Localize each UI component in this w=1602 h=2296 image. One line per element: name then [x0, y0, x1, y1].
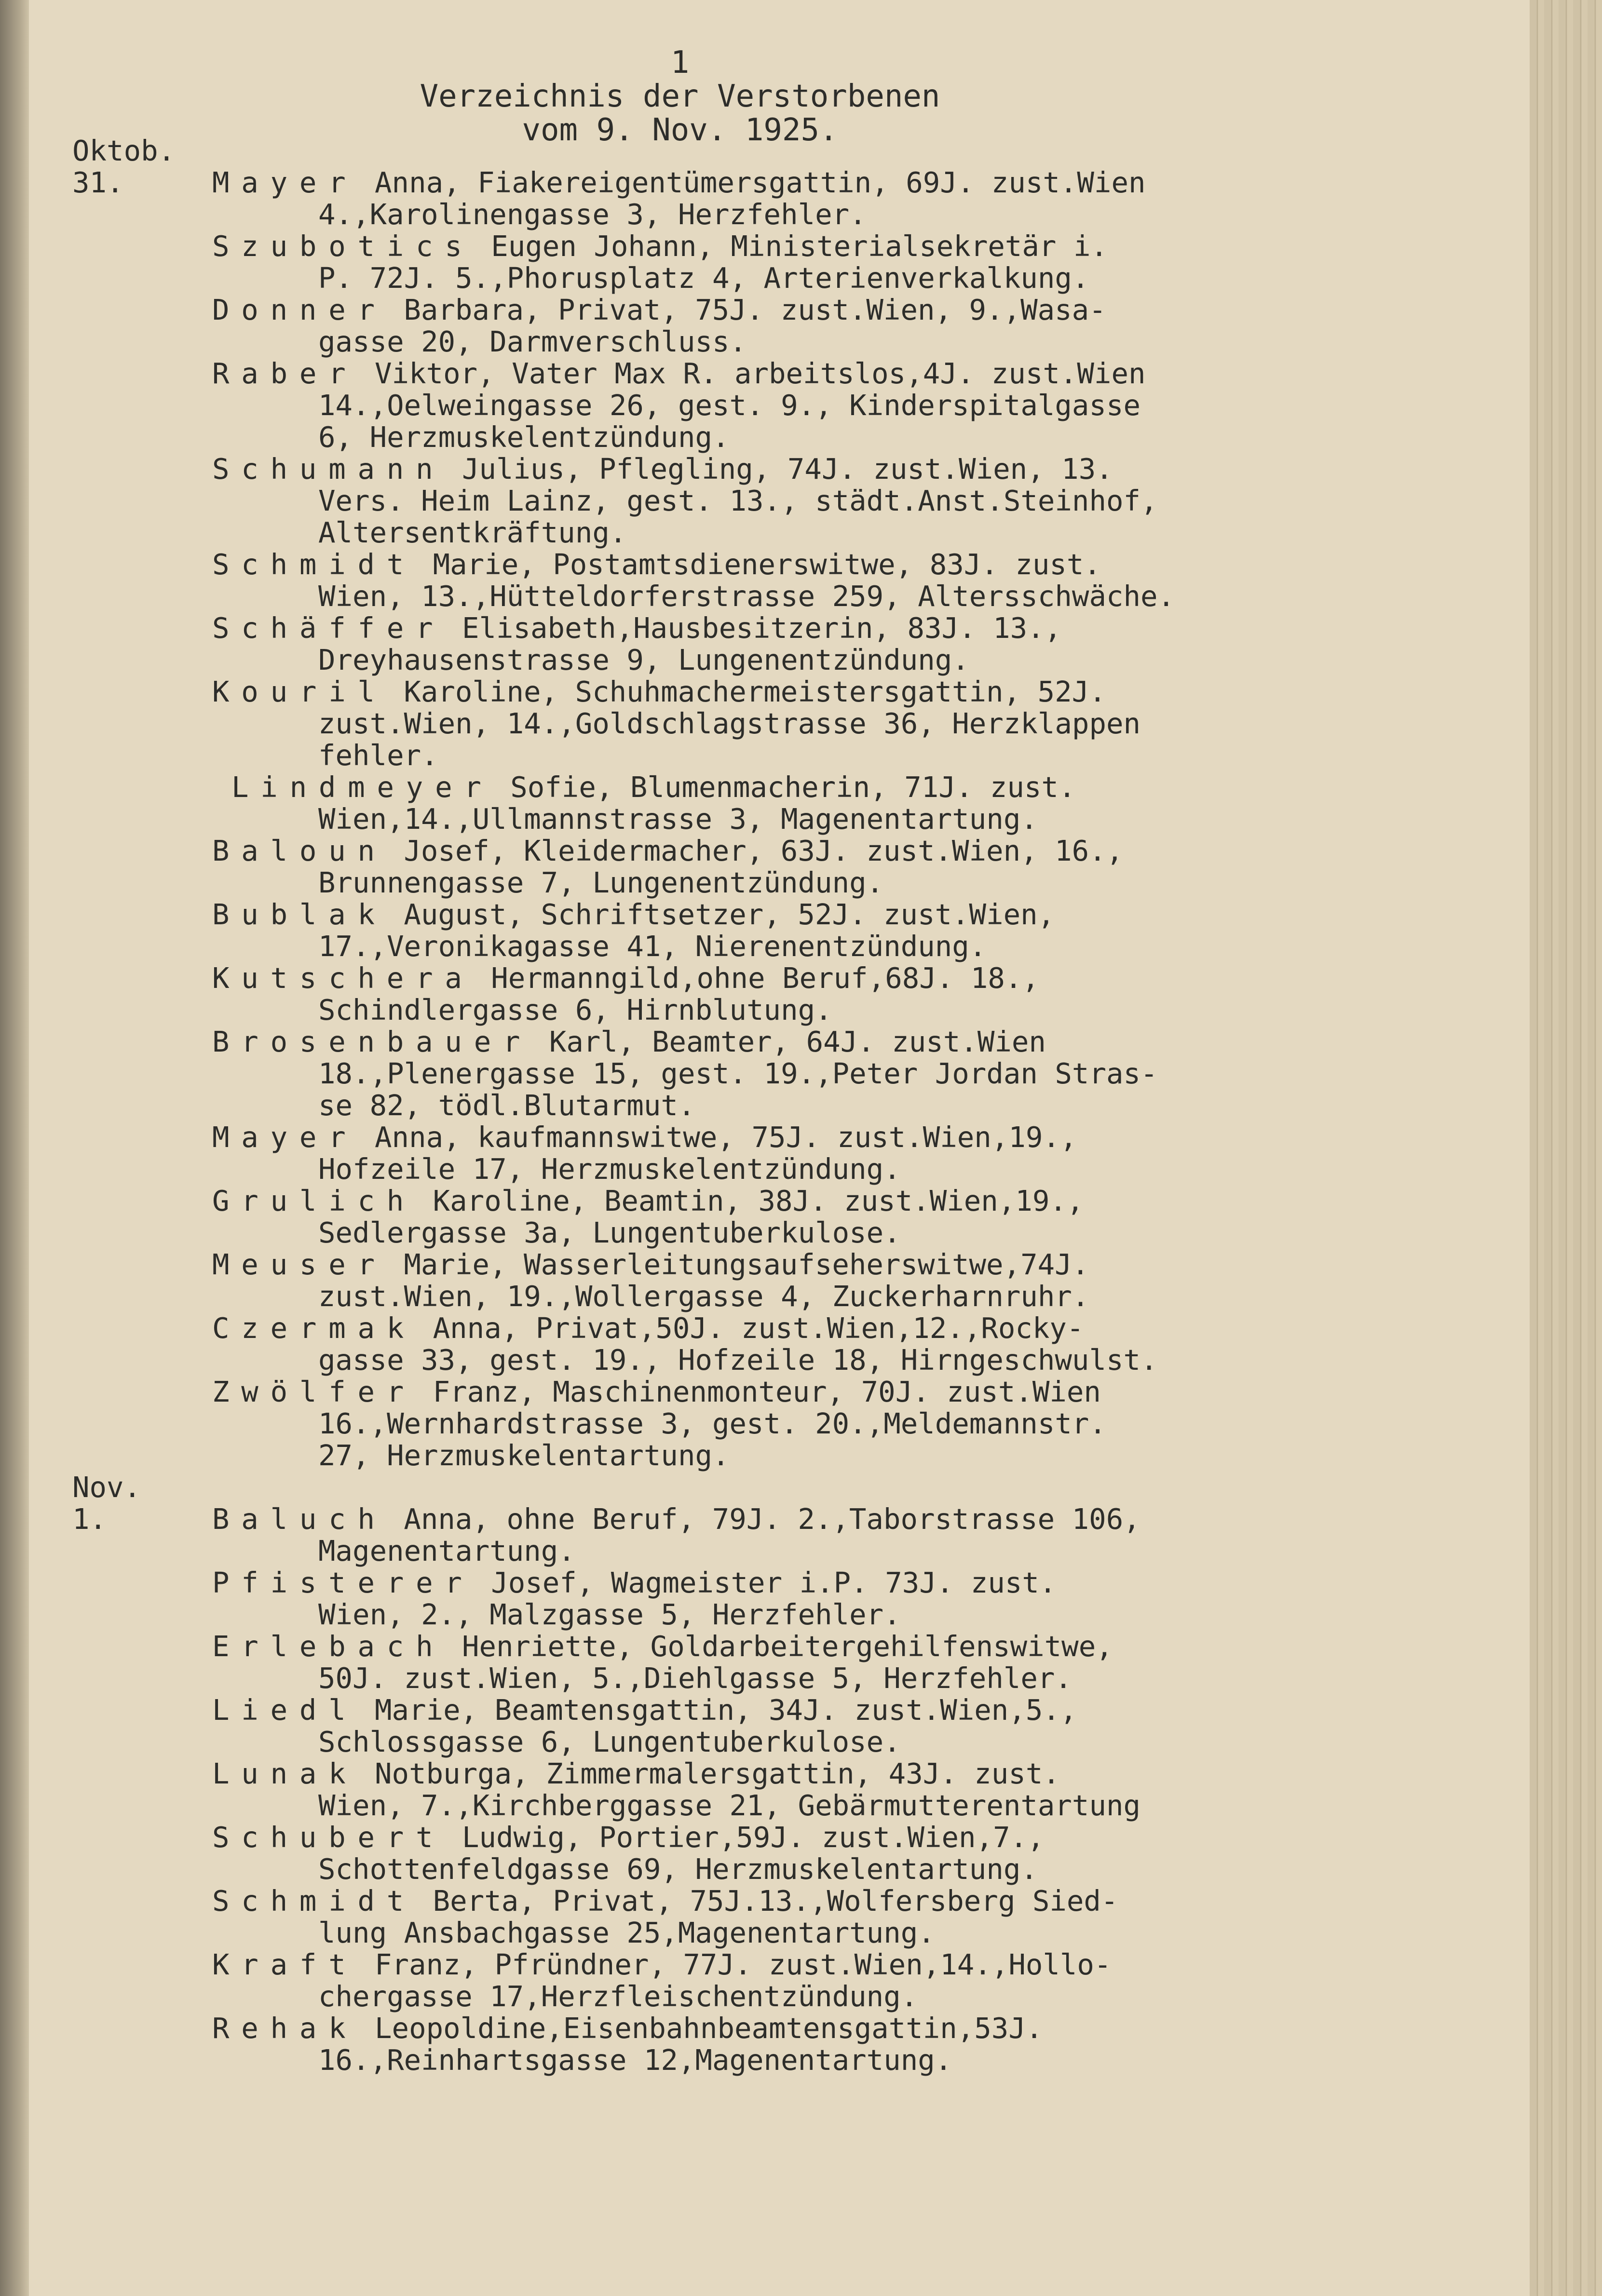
register-entry-line	[212, 1949, 1562, 1981]
month-label: Oktob.	[72, 134, 176, 167]
document-page	[29, 0, 1530, 2296]
entry-details: Josef, Wagmeister i.P. 73J. zust.	[474, 1566, 1057, 1599]
register-entry-line	[212, 1185, 1562, 1217]
surname: Liedl	[212, 1693, 358, 1727]
register-entry-line	[212, 676, 1562, 708]
surname: Schumann	[212, 452, 445, 486]
entry-continuation: Vers. Heim Lainz, gest. 13., städt.Anst.Steinhof,	[318, 484, 1158, 517]
entry-details: Anna, kaufmannswitwe, 75J. zust.Wien,19.,	[357, 1121, 1077, 1154]
page-header	[29, 46, 1331, 147]
entry-continuation: 16.,Reinhartsgasse 12,Magenentartung.	[318, 2043, 952, 2077]
entry-details: August, Schriftsetzer, 52J. zust.Wien,	[386, 898, 1055, 931]
register-entry-line	[212, 771, 1562, 803]
entry-continuation: Wien, 2., Malzgasse 5, Herzfehler.	[318, 1598, 901, 1631]
register-entry-line	[212, 1758, 1562, 1790]
surname: Mayer	[212, 166, 358, 199]
register-entry-line	[212, 453, 1562, 485]
surname: Schäffer	[212, 611, 445, 645]
entry-continuation: 6, Herzmuskelentzündung.	[318, 420, 730, 454]
register-entry-line	[212, 1822, 1562, 1853]
entry-details: Hermanngild,ohne Beruf,68J. 18.,	[474, 961, 1039, 995]
entry-continuation: fehler.	[318, 739, 438, 772]
entry-details: Berta, Privat, 75J.13.,Wolfersberg Sied-	[416, 1884, 1118, 1918]
month-row	[72, 1471, 1562, 1504]
surname: Kutschera	[212, 961, 474, 995]
entry-continuation: se 82, tödl.Blutarmut.	[318, 1089, 695, 1122]
entry-details: Viktor, Vater Max R. arbeitslos,4J. zust.Wien	[357, 357, 1146, 390]
entry-details: Ludwig, Portier,59J. zust.Wien,7.,	[445, 1821, 1045, 1854]
surname: Brosenbauer	[212, 1025, 532, 1058]
entry-continuation: P. 72J. 5.,Phorusplatz 4, Arterienverkalkung.	[318, 261, 1089, 295]
register-entry-line	[212, 1567, 1562, 1599]
entry-continuation: Schindlergasse 6, Hirnblutung.	[318, 993, 832, 1026]
surname: Meuser	[212, 1248, 387, 1281]
entry-details: Sofie, Blumenmacherin, 71J. zust.	[493, 770, 1076, 804]
entry-details: Julius, Pflegling, 74J. zust.Wien, 13.	[445, 452, 1113, 486]
surname: Grulich	[212, 1184, 416, 1217]
register-entry-line	[212, 1249, 1562, 1281]
surname: Lindmeyer	[231, 770, 493, 804]
surname: Pfisterer	[212, 1566, 474, 1599]
entry-continuation: chergasse 17,Herzfleischentzündung.	[318, 1980, 918, 2013]
entry-details: Notburga, Zimmermalersgattin, 43J. zust.	[357, 1757, 1060, 1790]
surname: Schubert	[212, 1821, 445, 1854]
entry-continuation: gasse 20, Darmverschluss.	[318, 325, 747, 358]
register-entry-line	[212, 358, 1562, 390]
surname: Lunak	[212, 1757, 358, 1790]
entry-details: Elisabeth,Hausbesitzerin, 83J. 13.,	[445, 611, 1062, 645]
entry-continuation: Magenentartung.	[318, 1534, 575, 1567]
entry-continuation: zust.Wien, 14.,Goldschlagstrasse 36, Herzklappen	[318, 707, 1141, 740]
entry-continuation: Wien, 13.,Hütteldorferstrasse 259, Altersschwäche.	[318, 580, 1175, 613]
entry-continuation: Hofzeile 17, Herzmuskelentzündung.	[318, 1152, 901, 1186]
entry-continuation: 27, Herzmuskelentartung.	[318, 1439, 730, 1472]
entry-details: Anna, Fiakereigentümersgattin, 69J. zust.Wien	[357, 166, 1146, 199]
day-number: 1.	[72, 1502, 107, 1536]
entry-continuation: Wien, 7.,Kirchberggasse 21, Gebärmutterentartung	[318, 1789, 1141, 1822]
register-entry-line	[212, 1694, 1562, 1726]
register-entry-line	[212, 612, 1562, 644]
entry-continuation: gasse 33, gest. 19., Hofzeile 18, Hirngeschwulst.	[318, 1343, 1158, 1377]
entry-details: Karoline, Beamtin, 38J. zust.Wien,19.,	[416, 1184, 1084, 1217]
entry-continuation: 4.,Karolinengasse 3, Herzfehler.	[318, 198, 867, 231]
death-register-list	[72, 134, 1562, 2077]
entry-continuation: Dreyhausenstrasse 9, Lungenentzündung.	[318, 643, 969, 676]
register-entry-line	[212, 835, 1562, 867]
page-stack-edge	[1530, 0, 1602, 2296]
entry-continuation: Schlossgasse 6, Lungentuberkulose.	[318, 1725, 901, 1758]
entry-continuation: 18.,Plenergasse 15, gest. 19.,Peter Jordan Stras-	[318, 1057, 1158, 1090]
register-entry-line	[212, 549, 1562, 581]
register-entry-line	[212, 2012, 1562, 2044]
entry-details: Karl, Beamter, 64J. zust.Wien	[532, 1025, 1046, 1058]
register-entry-line	[212, 962, 1562, 994]
entry-continuation: Wien,14.,Ullmannstrasse 3, Magenentartung.	[318, 802, 1038, 836]
register-entry-line	[72, 1502, 1562, 1536]
entry-details: Barbara, Privat, 75J. zust.Wien, 9.,Wasa-	[386, 293, 1106, 326]
register-entry-line	[72, 166, 1562, 199]
register-entry-line	[212, 1376, 1562, 1408]
surname: Donner	[212, 293, 387, 326]
register-entry-line	[212, 1312, 1562, 1344]
register-entry-line	[212, 230, 1562, 262]
entry-details: Henriette, Goldarbeitergehilfenswitwe,	[445, 1630, 1113, 1663]
surname: Kraft	[212, 1948, 358, 1981]
entry-details: Marie, Postamtsdienerswitwe, 83J. zust.	[416, 548, 1101, 581]
entry-continuation: 17.,Veronikagasse 41, Nierenentzündung.	[318, 930, 987, 963]
register-entry-line	[212, 1885, 1562, 1917]
entry-details: Anna, ohne Beruf, 79J. 2.,Taborstrasse 106,	[386, 1502, 1140, 1536]
entry-continuation: 14.,Oelweingasse 26, gest. 9., Kinderspitalgasse	[318, 389, 1141, 422]
surname: Szubotics	[212, 230, 474, 263]
day-number: 31.	[72, 166, 124, 199]
entry-continuation: lung Ansbachgasse 25,Magenentartung.	[318, 1916, 935, 1949]
surname: Zwölfer	[212, 1375, 416, 1408]
surname: Schmidt	[212, 1884, 416, 1918]
page-number: 1	[670, 45, 690, 81]
entry-details: Marie, Wasserleitungsaufseherswitwe,74J.	[386, 1248, 1089, 1281]
entry-details: Karoline, Schuhmachermeistersgattin, 52J.	[386, 675, 1106, 708]
entry-details: Franz, Maschinenmonteur, 70J. zust.Wien	[416, 1375, 1101, 1408]
entry-continuation: Sedlergasse 3a, Lungentuberkulose.	[318, 1216, 901, 1249]
surname: Schmidt	[212, 548, 416, 581]
entry-details: Josef, Kleidermacher, 63J. zust.Wien, 16.,	[386, 834, 1124, 867]
surname: Baluch	[212, 1502, 387, 1536]
register-entry-line	[212, 1121, 1562, 1153]
register-entry-line	[212, 294, 1562, 326]
surname: Mayer	[212, 1121, 358, 1154]
page-title: Verzeichnis der Verstorbenen	[420, 79, 940, 114]
entry-continuation: 16.,Wernhardstrasse 3, gest. 20.,Meldemannstr.	[318, 1407, 1106, 1440]
surname: Erlebach	[212, 1630, 445, 1663]
register-entry-line	[212, 1631, 1562, 1662]
surname: Czermak	[212, 1311, 416, 1345]
entry-details: Leopoldine,Eisenbahnbeamtensgattin,53J.	[357, 2012, 1043, 2045]
entry-continuation: Brunnengasse 7, Lungenentzündung.	[318, 866, 884, 899]
month-label: Nov.	[72, 1471, 141, 1504]
surname: Kouril	[212, 675, 387, 708]
entry-continuation: Altersentkräftung.	[318, 516, 627, 549]
page-subtitle: vom 9. Nov. 1925.	[522, 112, 838, 148]
surname: Raber	[212, 357, 358, 390]
entry-details: Eugen Johann, Ministerialsekretär i.	[474, 230, 1108, 263]
entry-continuation: Schottenfeldgasse 69, Herzmuskelentartung.	[318, 1852, 1038, 1886]
entry-continuation: zust.Wien, 19.,Wollergasse 4, Zuckerharnruhr.	[318, 1280, 1089, 1313]
register-entry-line	[212, 1026, 1562, 1058]
entry-details: Anna, Privat,50J. zust.Wien,12.,Rocky-	[416, 1311, 1084, 1345]
entry-details: Marie, Beamtensgattin, 34J. zust.Wien,5.,	[357, 1693, 1077, 1727]
surname: Bublak	[212, 898, 387, 931]
entry-details: Franz, Pfründner, 77J. zust.Wien,14.,Hollo-	[357, 1948, 1112, 1981]
scan-binding-shadow	[0, 0, 29, 2296]
register-entry-line	[212, 899, 1562, 931]
surname: Baloun	[212, 834, 387, 867]
month-row	[72, 134, 1562, 167]
surname: Rehak	[212, 2012, 358, 2045]
entry-continuation: 50J. zust.Wien, 5.,Diehlgasse 5, Herzfehler.	[318, 1661, 1072, 1695]
